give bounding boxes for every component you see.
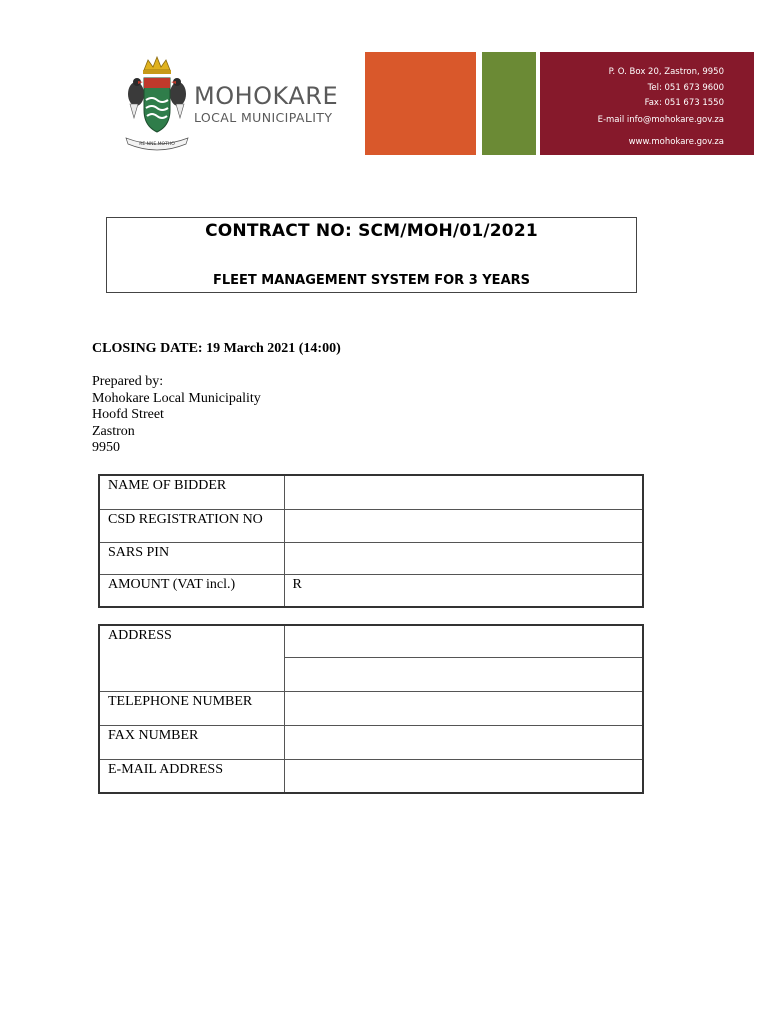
table-row (99, 725, 643, 759)
telephone-label: TELEPHONE NUMBER (99, 691, 284, 725)
telephone-field[interactable] (284, 691, 643, 725)
table-row (99, 625, 643, 657)
table-row (99, 691, 643, 725)
csd-registration-label: CSD REGISTRATION NO (99, 509, 284, 542)
sars-pin-field[interactable] (284, 542, 643, 574)
email-field[interactable] (284, 759, 643, 793)
prepared-by-label: Prepared by: (92, 374, 164, 389)
contact-fax: Fax: 051 673 1550 (644, 98, 724, 108)
contact-email: E-mail info@mohokare.gov.za (597, 115, 724, 125)
prepared-by-block (92, 374, 261, 457)
contact-telephone: Tel: 051 673 9600 (647, 83, 724, 93)
contact-website: www.mohokare.gov.za (628, 137, 724, 147)
fax-label: FAX NUMBER (99, 725, 284, 759)
fax-field[interactable] (284, 725, 643, 759)
address-label: ADDRESS (99, 625, 284, 691)
crest-motto: RE NNE MOTHO (139, 142, 175, 147)
sars-pin-label: SARS PIN (99, 542, 284, 574)
name-of-bidder-field[interactable] (284, 475, 643, 509)
table-row (99, 542, 643, 574)
table-row (99, 759, 643, 793)
header-band-maroon (540, 52, 754, 155)
table-row (99, 475, 643, 509)
csd-registration-field[interactable] (284, 509, 643, 542)
contract-number: CONTRACT NO: SCM/MOH/01/2021 (205, 221, 538, 241)
amount-label: AMOUNT (VAT incl.) (99, 574, 284, 607)
contact-details-table (98, 624, 644, 794)
prepared-by-line: Hoofd Street (92, 407, 164, 423)
bidder-details-table (98, 474, 644, 608)
municipality-logo (122, 52, 352, 156)
header-band-green (482, 52, 536, 155)
amount-field[interactable]: R (284, 574, 643, 607)
address-field-line-1[interactable] (284, 625, 643, 657)
prepared-by-line: 9950 (92, 440, 120, 456)
contract-title-box (106, 217, 637, 293)
org-name: MOHOKARE (194, 82, 339, 110)
crest-icon (122, 52, 192, 156)
name-of-bidder-label: NAME OF BIDDER (99, 475, 284, 509)
contract-subtitle: FLEET MANAGEMENT SYSTEM FOR 3 YEARS (212, 273, 530, 288)
header-band-orange (365, 52, 476, 155)
email-label: E-MAIL ADDRESS (99, 759, 284, 793)
closing-date: CLOSING DATE: 19 March 2021 (14:00) (92, 341, 341, 356)
prepared-by-line: Mohokare Local Municipality (92, 390, 261, 406)
table-row (99, 509, 643, 542)
address-field-line-2[interactable] (284, 657, 643, 691)
prepared-by-line: Zastron (92, 423, 135, 439)
org-subtitle: LOCAL MUNICIPALITY (194, 110, 333, 125)
table-row (99, 574, 643, 607)
contact-address: P. O. Box 20, Zastron, 9950 (608, 67, 724, 77)
